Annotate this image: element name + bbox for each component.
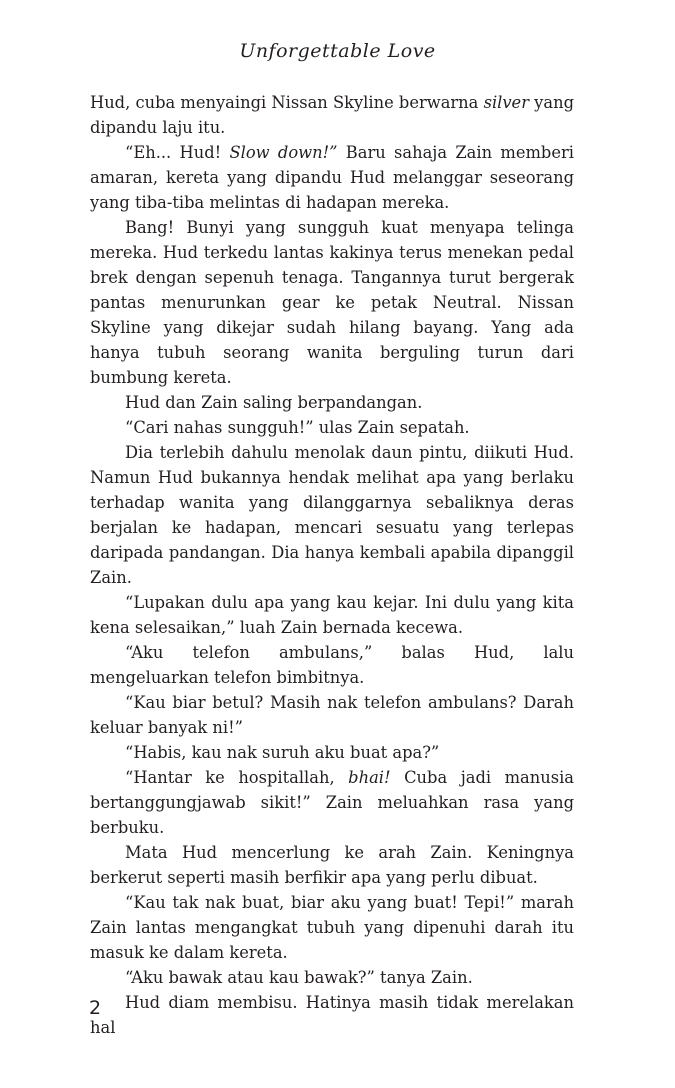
paragraph: Hud, cuba menyaingi Nissan Skyline berwarna silver yang dipandu laju itu. (90, 93, 574, 137)
paragraph: “Aku telefon ambulans,” balas Hud, lalu mengeluarkan telefon bimbitnya. (90, 643, 574, 687)
paragraph: Hud dan Zain saling berpandangan. (125, 393, 423, 412)
paragraph: “Eh... Hud! Slow down!” Baru sahaja Zain memberi amaran, kereta yang dipandu Hud melanggar seseorang yang tiba-tiba melintas di hadapan mereka. (90, 143, 574, 212)
paragraph: Mata Hud mencerlung ke arah Zain. Keningnya berkerut seperti masih berfikir apa yang perlu dibuat. (90, 843, 574, 887)
running-header: Unforgettable Love (239, 40, 436, 62)
page-number: 2 (89, 997, 102, 1019)
paragraph: “Hantar ke hospitallah, bhai! Cuba jadi manusia bertanggungjawab sikit!” Zain meluahkan rasa yang berbuku. (90, 768, 575, 837)
paragraph: Bang! Bunyi yang sungguh kuat menyapa telinga mereka. Hud terkedu lantas kakinya terus menekan pedal brek dengan sepenuh tenaga. Tangannya turut bergerak pantas menurunkan gear ke petak Neutral. Nissan Skyline yang dikejar sudah hilang bayang. Yang ada hanya tubuh seorang wanita berguling turun dari bumbung kereta. (90, 218, 574, 387)
paragraph: Hud diam membisu. Hatinya masih tidak merelakan hal (90, 993, 574, 1037)
paragraph: “Kau biar betul? Masih nak telefon ambulans? Darah keluar banyak ni!” (90, 693, 574, 737)
paragraph: “Kau tak nak buat, biar aku yang buat! Tepi!” marah Zain lantas mengangkat tubuh yang dipenuhi darah itu masuk ke dalam kereta. (90, 893, 574, 962)
paragraph: “Lupakan dulu apa yang kau kejar. Ini dulu yang kita kena selesaikan,” luah Zain bernada kecewa. (90, 593, 574, 637)
paragraph: Dia terlebih dahulu menolak daun pintu, diikuti Hud. Namun Hud bukannya hendak melihat apa yang berlaku terhadap wanita yang dilanggarnya sebaliknya deras berjalan ke hadapan, mencari sesuatu yang terlepas daripada pandangan. Dia hanya kembali apabila dipanggil Zain. (90, 443, 574, 587)
body-text (90, 90, 574, 1040)
paragraph: “Habis, kau nak suruh aku buat apa?” (125, 743, 440, 762)
paragraph: “Cari nahas sungguh!” ulas Zain sepatah. (125, 418, 470, 437)
paragraph: “Aku bawak atau kau bawak?” tanya Zain. (125, 968, 473, 987)
